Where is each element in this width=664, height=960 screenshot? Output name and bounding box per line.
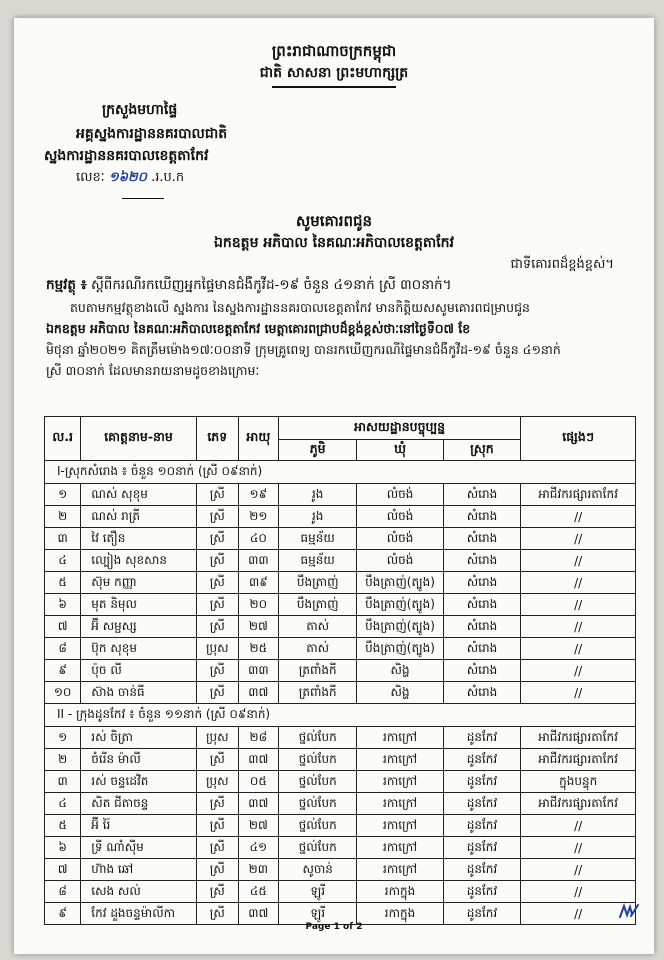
national-motto: ជាតិ សាសនា ព្រះមហាក្សត្រ [259, 65, 409, 81]
section-heading-samraong: I-ស្រុកសំរោង ៖ ចំនួន ១០នាក់ (ស្រី ០៩នាក់) [45, 461, 636, 484]
cell-sex: ស្រី [196, 550, 238, 572]
cell-no: ១០ [45, 682, 81, 704]
cell-no: ១ [45, 484, 81, 506]
cell-village: ថ្នល់បែក [278, 771, 357, 793]
cell-no: ៤ [45, 793, 81, 815]
cell-village: ត្រពាំងកី [278, 682, 357, 704]
cell-village: ថ្នល់បែក [278, 837, 357, 859]
reference-number [76, 169, 184, 188]
cell-sex: ស្រី [196, 594, 238, 616]
cases-table [44, 416, 636, 925]
cell-commune: បឹងត្រាញ់(ត្បូង) [357, 638, 443, 660]
cell-note: អាជីវករផ្សារតាកែវ [521, 484, 636, 506]
cell-district: ដូនកែវ [443, 749, 521, 771]
table-row [45, 749, 636, 771]
cell-no: ៧ [45, 616, 81, 638]
cell-village: ថ្នល់បែក [278, 749, 357, 771]
cell-commune: រកាក្រៅ [357, 727, 443, 749]
cell-district: សំរោង [443, 484, 521, 506]
motto-divider [272, 86, 396, 88]
header-no: ល.រ [45, 417, 81, 461]
cell-village: រូង [278, 484, 357, 506]
header-name: គោត្តនាម-នាម [81, 417, 197, 461]
cell-district: ដូនកែវ [443, 837, 521, 859]
cell-name: ទ្រី ណាំស៊ីម [81, 837, 197, 859]
table-row [45, 506, 636, 528]
table-row [45, 881, 636, 903]
cell-commune: លំចង់ [357, 550, 443, 572]
cell-village: សូចាន់ [278, 859, 357, 881]
table-row [45, 793, 636, 815]
cell-age: ៣៧ [238, 793, 278, 815]
cell-age: ២៧ [238, 815, 278, 837]
cell-no: ២ [45, 749, 81, 771]
ministry-name: ក្រសួងមហាផ្ទៃ [102, 102, 178, 118]
cell-sex: ស្រី [196, 528, 238, 550]
cell-age: ៣៣ [238, 660, 278, 682]
cell-village: ធម្មន័យ [278, 550, 357, 572]
cell-district: សំរោង [443, 616, 521, 638]
cell-note: // [521, 616, 636, 638]
cell-no: ៩ [45, 903, 81, 925]
cell-no: ៣ [45, 771, 81, 793]
kingdom-heading: ព្រះរាជាណាចក្រកម្ពុជា [271, 42, 397, 60]
cell-village: បឹងត្រាញ់ [278, 572, 357, 594]
cell-note: // [521, 837, 636, 859]
table-row [45, 815, 636, 837]
cell-no: ១ [45, 727, 81, 749]
cell-commune: លំចង់ [357, 484, 443, 506]
cell-commune: សិង្ហ [357, 682, 443, 704]
cell-commune: បឹងត្រាញ់(ត្បូង) [357, 572, 443, 594]
cell-note: // [521, 881, 636, 903]
cell-district: សំរោង [443, 682, 521, 704]
cell-sex: ស្រី [196, 793, 238, 815]
cell-commune: រកាក្រៅ [357, 837, 443, 859]
cell-village: តាស់ [278, 638, 357, 660]
cell-district: ដូនកែវ [443, 771, 521, 793]
cell-age: ២៨ [238, 727, 278, 749]
cell-sex: ស្រី [196, 484, 238, 506]
cell-sex: ស្រី [196, 506, 238, 528]
reference-handwritten-number: ១៦២០ [108, 170, 147, 185]
cell-village: ឡូរី [278, 881, 357, 903]
cell-district: សំរោង [443, 528, 521, 550]
header-village: ភូមិ [278, 440, 357, 461]
body-line-2: ឯកឧត្តម អភិបាល នៃគណៈអភិបាលខេត្តតាកែវ មេត្តាគោរពជ្រាបដ៏ខ្ពង់ខ្ពស់ថាៈនៅថ្ងៃទី០៧ ខែ [46, 321, 471, 336]
cell-commune: រកាក្នុង [357, 903, 443, 925]
cell-commune: សិង្ហ [357, 660, 443, 682]
table-row [45, 771, 636, 793]
cell-sex: ស្រី [196, 682, 238, 704]
cell-name: ប៊ុក សុខុម [81, 638, 197, 660]
cell-name: ណស់ សុខុម [81, 484, 197, 506]
cell-village: ឡូរី [278, 903, 357, 925]
cell-age: ២៧ [238, 616, 278, 638]
header-note: ផ្សេងៗ [521, 417, 636, 461]
table-row [45, 594, 636, 616]
cell-no: ៥ [45, 815, 81, 837]
cell-village: ថ្នល់បែក [278, 793, 357, 815]
cell-note: // [521, 859, 636, 881]
cell-commune: រកាក្នុង [357, 881, 443, 903]
cell-age: ២៥ [238, 638, 278, 660]
table-row [45, 837, 636, 859]
cell-district: សំរោង [443, 506, 521, 528]
cell-note: // [521, 682, 636, 704]
cell-age: ៣៧ [238, 749, 278, 771]
cell-no: ៦ [45, 837, 81, 859]
cell-village: ធម្មន័យ [278, 528, 357, 550]
cell-age: ២១ [238, 506, 278, 528]
cell-name: ស៊ាង ចាន់ធី [81, 682, 197, 704]
cell-sex: ប្រុស [196, 727, 238, 749]
cell-district: ដូនកែវ [443, 903, 521, 925]
header-age: អាយុ [238, 417, 278, 461]
cell-commune: បឹងត្រាញ់(ត្បូង) [357, 594, 443, 616]
cell-sex: ប្រុស [196, 771, 238, 793]
cell-name: រស់ ចន្ទដេវិត [81, 771, 197, 793]
cell-note: ក្នុងបន្ទុក [521, 771, 636, 793]
body-line-3: មិថុនា ឆ្នាំ២០២១ គិតត្រឹមម៉ោង១៧ៈ០០នាទី ក្រុមគ្រូពេទ្យ បានរកឃើញករណីផ្ទៃមានជំងឺកូវីដ-១៩ ចំនួន ៤១នាក់ [46, 342, 561, 357]
table-row [45, 660, 636, 682]
cell-note: អាជីវករផ្សារតាកែវ [521, 727, 636, 749]
cell-commune: លំចង់ [357, 528, 443, 550]
table-row [45, 528, 636, 550]
cell-no: ៦ [45, 594, 81, 616]
table-row [45, 484, 636, 506]
recipient-line: ឯកឧត្តម អភិបាល នៃគណៈអភិបាលខេត្តតាកែវ [214, 235, 454, 251]
cell-name: អ៊ី សម្ផស្ស [81, 616, 197, 638]
header-district: ស្រុក [443, 440, 521, 461]
reference-suffix: .រ.ប.ក [151, 170, 185, 185]
section-heading-doun-kaev: II - ក្រុងដូនកែវ ៖ ចំនួន ១១នាក់ (ស្រី ០៩នាក់) [45, 704, 636, 727]
honor-line: ជាទីគោរពដ៏ខ្ពង់ខ្ពស់។ [510, 257, 614, 272]
cell-note: អាជីវករផ្សារតាកែវ [521, 749, 636, 771]
cell-sex: ស្រី [196, 616, 238, 638]
cell-district: សំរោង [443, 638, 521, 660]
cell-name: វៃ តឿន [81, 528, 197, 550]
cell-sex: ស្រី [196, 859, 238, 881]
cell-age: ២០ [238, 594, 278, 616]
signature-mark [618, 902, 640, 920]
cell-name: ល្បៀង សុខសាន [81, 550, 197, 572]
cell-district: សំរោង [443, 572, 521, 594]
cell-note: // [521, 815, 636, 837]
cell-name: មុត និមុល [81, 594, 197, 616]
cell-note: // [521, 660, 636, 682]
cell-name: សិត ជីតាចន្ទ [81, 793, 197, 815]
cell-age: ១៩ [238, 484, 278, 506]
cell-sex: ប្រុស [196, 638, 238, 660]
cell-name: ស៊ុម កញ្ញា [81, 572, 197, 594]
cell-note: អាជីវករផ្សារតាកែវ [521, 793, 636, 815]
cell-age: ២៣ [238, 859, 278, 881]
cell-no: ៤ [45, 550, 81, 572]
cell-district: សំរោង [443, 660, 521, 682]
cell-name: សេង សល់ [81, 881, 197, 903]
page-footer: Page 1 of 2 [305, 922, 363, 932]
cell-sex: ស្រី [196, 749, 238, 771]
subject-text: ស្តីពីករណីរកឃើញអ្នកផ្ទៃមានជំងឺកូវីដ-១៩ ចំនួន ៤១នាក់ ស្រី ៣០នាក់។ [90, 277, 452, 293]
cell-name: អ៊ី រ៉ៃ [81, 815, 197, 837]
commissariat-name: អគ្គស្នងការដ្ឋាននគរបាលជាតិ [76, 126, 228, 142]
cell-sex: ស្រី [196, 837, 238, 859]
cell-name: ប៉ុច លី [81, 660, 197, 682]
cell-no: ៨ [45, 881, 81, 903]
cell-village: បឹងត្រាញ់ [278, 594, 357, 616]
table-row [45, 616, 636, 638]
cell-district: ដូនកែវ [443, 793, 521, 815]
cell-commune: រកាក្រៅ [357, 771, 443, 793]
cell-village: ត្រពាំងកី [278, 660, 357, 682]
cell-sex: ស្រី [196, 815, 238, 837]
table-row [45, 638, 636, 660]
subject-line [46, 276, 646, 296]
salutation-heading: សូមគោរពជូន [295, 212, 373, 230]
cell-district: ដូនកែវ [443, 727, 521, 749]
cell-village: តាស់ [278, 616, 357, 638]
cell-district: ដូនកែវ [443, 859, 521, 881]
cell-age: ៣៧ [238, 682, 278, 704]
cell-commune: បឹងត្រាញ់(ត្បូង) [357, 616, 443, 638]
table-row [45, 572, 636, 594]
cell-note: // [521, 638, 636, 660]
table-row [45, 550, 636, 572]
cell-commune: រកាក្រៅ [357, 793, 443, 815]
cell-no: ២ [45, 506, 81, 528]
cell-no: ៥ [45, 572, 81, 594]
cell-commune: រកាក្រៅ [357, 815, 443, 837]
cell-note: // [521, 903, 636, 925]
cell-sex: ស្រី [196, 572, 238, 594]
cell-note: // [521, 528, 636, 550]
cell-note: // [521, 594, 636, 616]
table-row [45, 859, 636, 881]
reference-label: លេខៈ [76, 170, 105, 185]
cell-district: សំរោង [443, 594, 521, 616]
cell-district: សំរោង [443, 550, 521, 572]
cell-village: ថ្នល់បែក [278, 727, 357, 749]
cell-sex: ស្រី [196, 660, 238, 682]
cell-note: // [521, 572, 636, 594]
cell-age: ៣៣ [238, 550, 278, 572]
cell-note: // [521, 550, 636, 572]
header-commune: ឃុំ [357, 440, 443, 461]
body-line-1: តបតាមកម្មវត្ថុខាងលើ ស្នងការ នៃស្នងការដ្ឋាននគរបាលខេត្តតាកែវ មានកិត្តិយសសូមគោរពជម្រាបជូន [70, 300, 530, 315]
cell-note: // [521, 506, 636, 528]
cell-age: ៣៩ [238, 572, 278, 594]
table-row [45, 682, 636, 704]
cell-commune: លំចង់ [357, 506, 443, 528]
cell-name: កែវ ដួងចន្ទម៉ាលីកា [81, 903, 197, 925]
cell-no: ៩ [45, 660, 81, 682]
body-line-4: ស្រី ៣០នាក់ ដែលមានរាយនាមដូចខាងក្រោមៈ [46, 363, 260, 378]
cell-age: ៣៧ [238, 903, 278, 925]
cell-age: ៤០ [238, 528, 278, 550]
cell-name: រស់ ចិត្រា [81, 727, 197, 749]
cell-district: ដូនកែវ [443, 881, 521, 903]
cell-name: ហ៊ាង ឆៅ [81, 859, 197, 881]
cell-village: ថ្នល់បែក [278, 815, 357, 837]
cell-no: ៨ [45, 638, 81, 660]
header-address: អាសយដ្ឋានបច្ចុប្បន្ន [278, 417, 520, 440]
cell-district: ដូនកែវ [443, 815, 521, 837]
cell-age: ៤១ [238, 837, 278, 859]
cell-no: ៧ [45, 859, 81, 881]
cell-sex: ស្រី [196, 903, 238, 925]
ornament-divider [122, 198, 164, 199]
cell-sex: ស្រី [196, 881, 238, 903]
cell-no: ៣ [45, 528, 81, 550]
header-sex: ភេទ [196, 417, 238, 461]
cell-age: ៤៥ [238, 881, 278, 903]
cell-name: ណស់ រាត្រី [81, 506, 197, 528]
document-page [14, 18, 654, 954]
cell-age: ០៥ [238, 771, 278, 793]
cell-commune: រកាក្រៅ [357, 749, 443, 771]
cell-commune: រកាក្រៅ [357, 859, 443, 881]
provincial-commissariat-name: ស្នងការដ្ឋាននគរបាលខេត្តតាកែវ [44, 148, 209, 164]
cell-village: រូង [278, 506, 357, 528]
subject-label: កម្មវត្ថុ ៖ [46, 277, 87, 293]
cell-name: ចំរើន ម៉ាលី [81, 749, 197, 771]
table-row [45, 727, 636, 749]
